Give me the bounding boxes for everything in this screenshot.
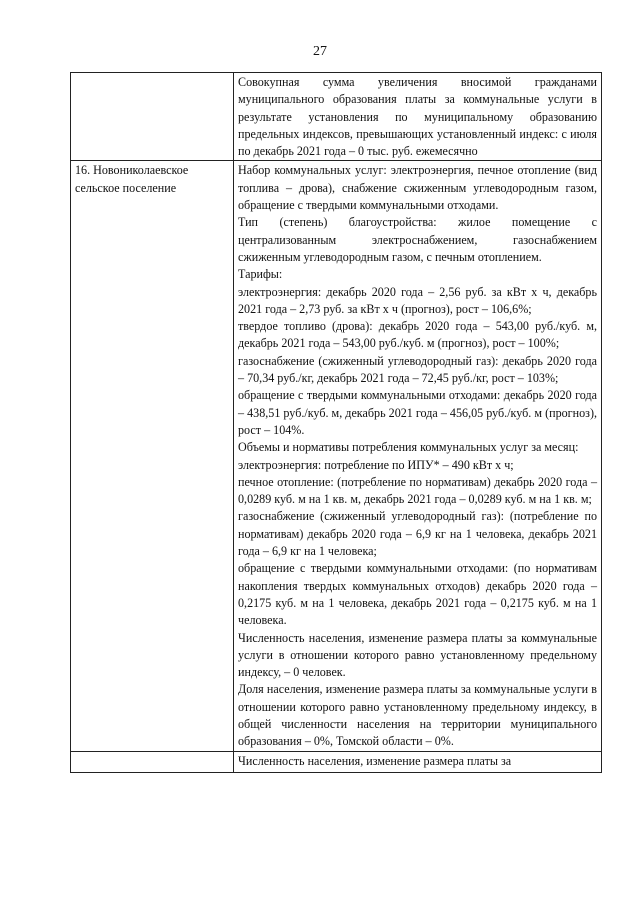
paragraph: обращение с твердыми коммунальными отходами: декабрь 2020 года – 438,51 руб./куб. м, декабрь 2021 года – 456,05 руб./куб. м (прогноз), рост – 104%. — [238, 388, 597, 437]
table-cell-description — [234, 73, 602, 161]
paragraph: обращение с твердыми коммунальными отходами: (по нормативам накопления твердых коммунальных отходов) декабрь 2020 года – 0,2175 куб. м на 1 человека, декабрь 2021 года – 0,2175 куб. м на 1 человека. — [238, 561, 597, 628]
paragraph: печное отопление: (потребление по нормативам) декабрь 2020 года – 0,0289 куб. м на 1 кв. м, декабрь 2021 года – 0,0289 куб. м на 1 кв. м; — [238, 474, 597, 507]
paragraph: твердое топливо (дрова): декабрь 2020 года – 543,00 руб./куб. м, декабрь 2021 года – 543,00 руб./куб. м (прогноз), рост – 100%; — [238, 319, 597, 351]
table-row — [71, 161, 602, 751]
paragraph: Численность населения, изменение размера платы за коммунальные услуги в отношении которого равно установленному предельному индексу, – 0 человек. — [238, 630, 597, 680]
paragraph: газоснабжение (сжиженный углеводородный газ): (потребление по нормативам) декабрь 2020 года – 6,9 кг на 1 человека, декабрь 2021 года – 6,9 кг на 1 человека; — [238, 509, 597, 559]
paragraph: Численность населения, изменение размера платы за — [238, 753, 512, 768]
paragraph: Тарифы: — [238, 267, 283, 282]
table-cell-municipality — [71, 751, 234, 772]
page-number: 27 — [313, 44, 327, 59]
paragraph: Совокупная сумма увеличения вносимой гражданами муниципального образования платы за коммунальные услуги в результате установления по муниципальному образованию предельных индексов, превышающих установленный индекс: с июля по декабрь 2021 года – 0 тыс. руб. ежемесячно — [238, 75, 597, 159]
table-cell-description — [234, 161, 602, 751]
table-cell-municipality: 16. Новониколаевское сельское поселение — [71, 161, 234, 751]
paragraph: Тип (степень) благоустройства: жилое помещение с централизованным электроснабжением, газоснабжением сжиженным углеводородным газом, с печным отоплением. — [238, 215, 597, 264]
paragraph: электроэнергия: потребление по ИПУ* – 490 кВт х ч; — [238, 457, 514, 472]
paragraph: Объемы и нормативы потребления коммунальных услуг за месяц: — [238, 440, 579, 455]
table-row — [71, 73, 602, 161]
table-cell-description — [234, 751, 602, 772]
paragraph: газоснабжение (сжиженный углеводородный газ): декабрь 2020 года – 70,34 руб./кг, декабрь 2021 года – 72,45 руб./кг, рост – 103%; — [238, 353, 597, 386]
table-cell-municipality — [71, 73, 234, 161]
paragraph: электроэнергия: декабрь 2020 года – 2,56 руб. за кВт х ч, декабрь 2021 года – 2,73 руб. за кВт х ч (прогноз), рост – 106,6%; — [238, 284, 597, 316]
paragraph: Набор коммунальных услуг: электроэнергия, печное отопление (вид топлива – дрова), снабжение сжиженным углеводородным газом, обращение с твердыми коммунальными отходами. — [238, 163, 597, 213]
data-table — [70, 72, 602, 773]
paragraph: Доля населения, изменение размера платы за коммунальные услуги в отношении которого равно установленному предельному индексу, в общей численности населения на территории муниципального образования – 0%, Томской области – 0%. — [238, 682, 597, 749]
table-row — [71, 751, 602, 772]
